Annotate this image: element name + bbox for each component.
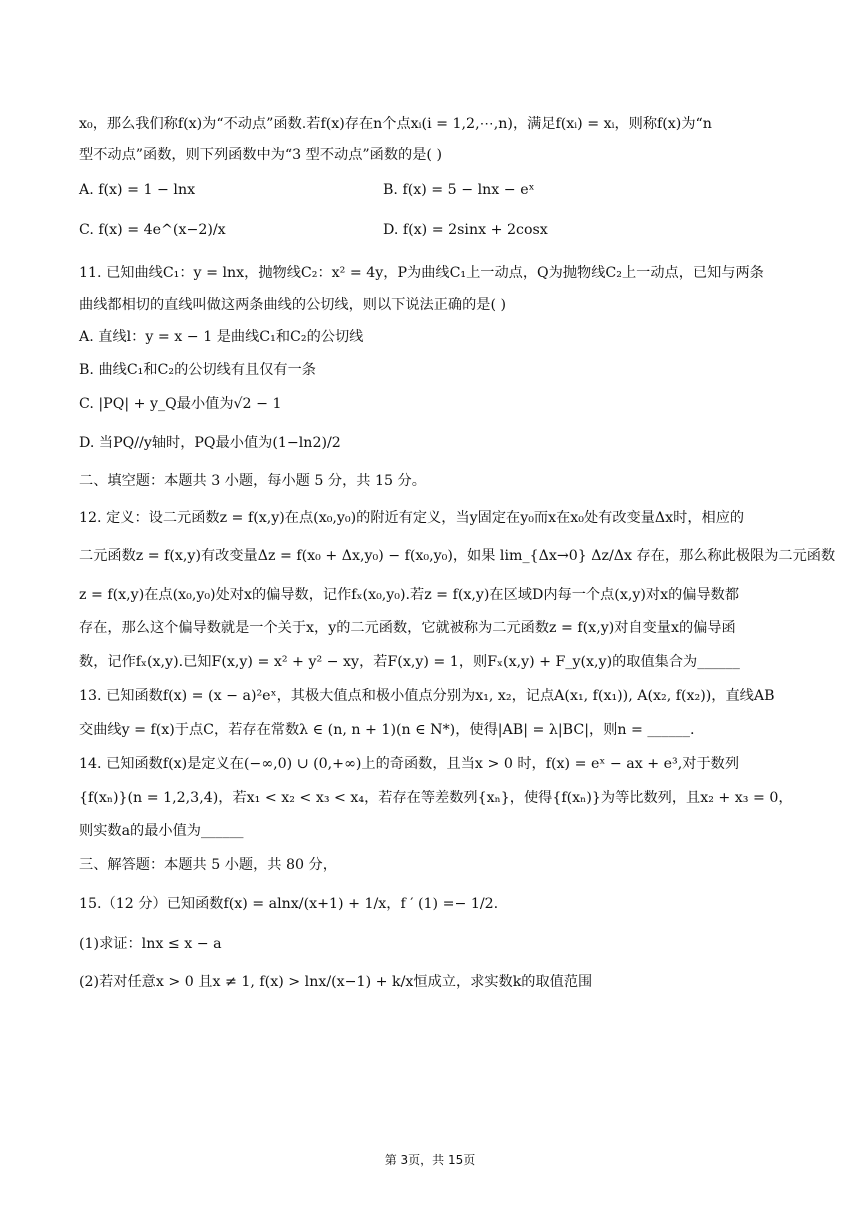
q12-line-5: 数，记作fₓ(x,y).已知F(x,y) = x² + y² − xy，若F(x,y) = 1，则Fₓ(x,y) + F_y(x,y)的取值集合为______ (79, 654, 740, 670)
q14-line-3: 则实数a的最小值为______ (79, 823, 244, 839)
q11-stem-line-1: 11. 已知曲线C₁：y = lnx，抛物线C₂：x² = 4y，P为曲线C₁上一动点，Q为抛物线C₂上一动点，已知与两条 (79, 265, 764, 281)
q10-option-a: A. f(x) = 1 − lnx (79, 182, 196, 198)
q10-stem-line-2: 型不动点”函数，则下列函数中为“3 型不动点”函数的是( ) (79, 147, 443, 163)
q11-option-d: D. 当PQ//y轴时，PQ最小值为(1−ln2)/2 (79, 435, 341, 451)
q13-line-1: 13. 已知函数f(x) = (x − a)²eˣ，其极大值点和极小值点分别为x₁, x₂，记点A(x₁, f(x₁)), A(x₂, f(x₂))，直线AB (79, 688, 775, 704)
q12-line-4: 存在，那么这个偏导数就是一个关于x，y的二元函数，它就被称为二元函数z = f(x,y)对自变量x的偏导函 (79, 620, 736, 636)
page-footer: 第 3页，共 15页 (384, 1153, 476, 1167)
q10-option-c: C. f(x) = 4e^(x−2)/x (79, 222, 226, 238)
section-3-heading: 三、解答题：本题共 5 小题，共 80 分， (79, 857, 337, 873)
q15-stem: 15.（12 分）已知函数f(x) = alnx/(x+1) + 1/x，f ′ (1) =− 1/2. (79, 896, 499, 912)
q14-line-1: 14. 已知函数f(x)是定义在(−∞,0) ∪ (0,+∞)上的奇函数，且当x > 0 时，f(x) = eˣ − ax + e³,对于数列 (79, 756, 740, 772)
q15-part-2: (2)若对任意x > 0 且x ≠ 1, f(x) > lnx/(x−1) + k/x恒成立，求实数k的取值范围 (79, 974, 593, 990)
q12-line-3: z = f(x,y)在点(x₀,y₀)处对x的偏导数，记作fₓ(x₀,y₀).若z = f(x,y)在区域D内每一个点(x,y)对x的偏导数都 (79, 587, 740, 603)
q10-stem-line-1: x₀，那么我们称f(x)为“不动点”函数.若f(x)存在n个点xᵢ(i = 1,2,⋯,n)，满足f(xᵢ) = xᵢ，则称f(x)为“n (79, 116, 712, 132)
q13-line-2: 交曲线y = f(x)于点C，若存在常数λ ∈ (n, n + 1)(n ∈ N*)，使得|AB| = λ|BC|，则n = ______. (79, 722, 695, 738)
q12-line-2: 二元函数z = f(x,y)有改变量Δz = f(x₀ + Δx,y₀) − f(x₀,y₀)，如果 lim_{Δx→0} Δz/Δx 存在，那么称此极限为二元函数 (79, 548, 836, 564)
q10-option-d: D. f(x) = 2sinx + 2cosx (383, 222, 548, 238)
section-2-heading: 二、填空题：本题共 3 小题，每小题 5 分，共 15 分。 (79, 473, 426, 489)
q11-option-b: B. 曲线C₁和C₂的公切线有且仅有一条 (79, 362, 316, 378)
q14-line-2: {f(xₙ)}(n = 1,2,3,4)，若x₁ < x₂ < x₃ < x₄，若存在等差数列{xₙ}，使得{f(xₙ)}为等比数列，且x₂ + x₃ = 0， (79, 790, 793, 806)
q11-stem-line-2: 曲线都相切的直线叫做这两条曲线的公切线，则以下说法正确的是( ) (79, 297, 507, 313)
q10-option-b: B. f(x) = 5 − lnx − eˣ (383, 182, 535, 198)
q11-option-a: A. 直线l：y = x − 1 是曲线C₁和C₂的公切线 (79, 329, 364, 345)
q11-option-c: C. |PQ| + y_Q最小值为√2 − 1 (79, 396, 282, 412)
q12-line-1: 12. 定义：设二元函数z = f(x,y)在点(x₀,y₀)的附近有定义，当y固定在y₀而x在x₀处有改变量Δx时，相应的 (79, 510, 745, 526)
q15-part-1: (1)求证：lnx ≤ x − a (79, 936, 222, 952)
